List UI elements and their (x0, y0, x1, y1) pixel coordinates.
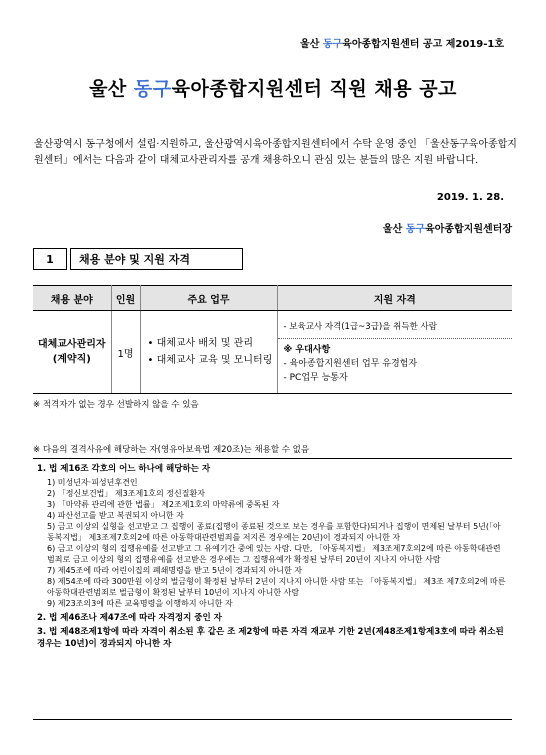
disqualification-category: 2. 법 제46조나 제47조에 따라 자격정지 중인 자 (37, 613, 222, 623)
title-highlight: 동구 (133, 78, 172, 100)
preference-item: - 육아종합지원센터 업무 유경험자 (283, 359, 418, 369)
disqualification-item: 8) 제54조에 따라 300만원 이상의 벌금형이 확정된 날부터 2년이 지나지 아니한 사람 또는 「아동복지법」 제3조 제7호의2에 따른 아동학대관련범죄로 벌금형이 확정된 날부터 10년이 지나지 아니한 사람 (47, 577, 506, 597)
header-count: 인원 (111, 286, 140, 311)
required-qualification: - 보육교사 자격(1급~3급)을 취득한 사람 (278, 315, 513, 339)
preferred-qualifications (278, 339, 513, 389)
disqualification-item: 6) 금고 이상의 형의 집행유예를 선고받고 그 유예기간 중에 있는 사람. 다만, 「아동복지법」 제3조제7호의2에 따른 아동학대관련범죄로 금고 이상의 형의 집행유예를 선고받은 경우에는 그 집행유예가 확정된 날부터 20년이 지나지 아니한 사람 (47, 544, 501, 564)
position-cell (33, 311, 111, 394)
notice-date: 2019. 1. 28. (436, 192, 504, 203)
disqualification-item: 2) 「정신보건법」 제3조제1호의 정신질환자 (47, 489, 205, 498)
position-name: 대체교사관리자 (37, 339, 106, 350)
preference-item: - PC업무 능통자 (283, 373, 348, 383)
disqualification-item: 9) 제23조의3에 따른 교육명령을 이행하지 아니한 자 (47, 599, 233, 608)
signature-highlight: 동구 (405, 224, 426, 235)
disqualification-category: 1. 법 제16조 각호의 어느 하나에 해당하는 자 (37, 464, 211, 474)
disqualification-category: 3. 법 제48조제1항에 따라 자격이 취소된 후 같은 조 제2항에 따른 자격 재교부 기한 2년(제48조제1항제3호에 따라 취소된 경우는 10년)이 경과되지 아니한 자 (37, 627, 504, 649)
preference-heading: ※ 우대사항 (283, 345, 331, 355)
disqualification-item: 7) 제45조에 따라 어린이집의 폐쇄명령을 받고 5년이 경과되지 아니한 자 (47, 566, 303, 575)
header-duties: 주요 업무 (140, 286, 277, 311)
disqualification-item: 4) 파산선고를 받고 복권되지 아니한 자 (47, 511, 184, 520)
duty-item: • 대체교사 배치 및 관리 (147, 338, 254, 349)
qualifications-cell (277, 311, 512, 394)
signature: 울산 동구육아종합지원센터장 (382, 224, 512, 235)
disqualification-item: 5) 금고 이상의 실형을 선고받고 그 집행이 종료(집행이 종료된 것으로 보는 경우를 포함한다)되거나 집행이 면제된 날부터 5년(「아동복지법」 제3조제7호의2에 따른 아동학대관련범죄를 저지른 경우에는 20년)이 경과되지 아니한 자 (47, 522, 501, 542)
intro-paragraph: 울산광역시 동구청에서 설립·지원하고, 울산광역시육아종합지원센터에서 수탁 운영 중인 「울산동구육아종합지원센터」에서는 다음과 같이 대체교사관리자를 공개 채용하오니 관심 있는 분들의 많은 지원 바랍니다. (34, 139, 517, 166)
section-number: 1 (33, 248, 67, 270)
duty-item: • 대체교사 교육 및 모니터링 (147, 355, 273, 366)
header-field: 채용 분야 (33, 286, 111, 311)
duties-cell (140, 311, 277, 394)
count-cell: 1명 (111, 311, 140, 394)
disqualification-item: 1) 미성년자·피성년후견인 (47, 478, 138, 487)
disqualification-item: 3) 「마약류 관리에 관한 법률」 제2조제1호의 마약류에 중독된 자 (47, 500, 280, 509)
disqualification-box (33, 458, 512, 720)
notice-number: 울산 동구육아종합지원센터 공고 제2019-1호 (300, 39, 504, 50)
header-qualifications: 지원 자격 (277, 286, 512, 311)
table-row (33, 311, 512, 394)
recruitment-table (33, 285, 512, 394)
notice-number-highlight: 동구 (322, 39, 343, 50)
page-title: 울산 동구육아종합지원센터 직원 채용 공고 (89, 78, 457, 100)
table-header-row (33, 286, 512, 311)
position-type: (계약직) (52, 354, 91, 365)
section-title: 채용 분야 및 지원 자격 (70, 248, 243, 270)
selection-note: ※ 적격자가 없는 경우 선발하지 않을 수 있음 (33, 400, 199, 410)
disqualification-note: ※ 다음의 결격사유에 해당하는 자(영유아보육법 제20조)는 채용할 수 없음 (33, 445, 310, 455)
